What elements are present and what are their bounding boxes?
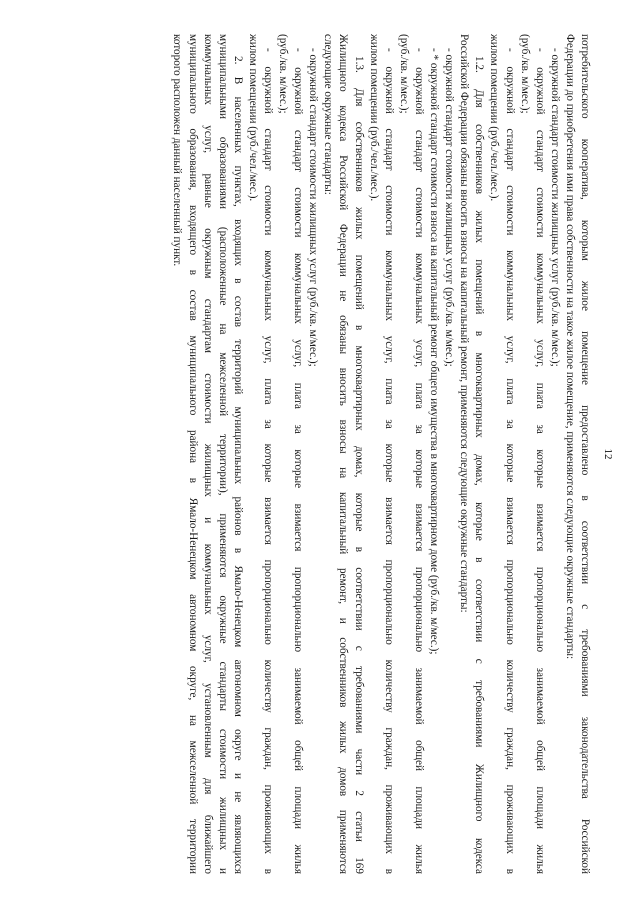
text-line: - окружной стандарт стоимости коммунальных услуг, плата за которые взимается пропорционально количеству граждан, проживающих в	[503, 48, 516, 874]
text-line: - окружной стандарт стоимости коммунальных услуг, плата за которые взимается пропорционально количеству граждан, проживающих в	[262, 48, 275, 874]
text-line: жилом помещении (руб./чел./мес.).	[367, 34, 380, 202]
text-line: - окружной стандарт стоимости коммунальных услуг, плата за которые взимается пропорционально количеству граждан, проживающих в	[382, 48, 395, 874]
text-line: (руб./кв. м/мес.);	[518, 34, 531, 114]
text-line: муниципального образования, входящего в состав муниципального района в Ямало-Ненецком автономном округе, на межселенной территории	[186, 34, 199, 874]
text-line: Российской Федерации обязаны вносить взносы на капитальный ремонт, применяются следующие окружные стандарты:	[458, 34, 471, 613]
text-line: - окружной стандарт стоимости коммунальных услуг, плата за которые взимается пропорционально занимаемой общей площади жилья	[292, 48, 305, 874]
body-text	[169, 34, 592, 874]
text-line: - окружной стандарт стоимости коммунальных услуг, плата за которые взимается пропорционально занимаемой общей площади жилья	[533, 48, 546, 874]
text-line: - * окружной стандарт стоимости взноса на капитальный ремонт общего имущества в многоквартирном доме (руб./кв. м/мес.);	[428, 48, 441, 655]
text-line: 1.3. Для собственников жилых помещений в многоквартирных домах, которые в соответствии с требованиями части 2 статьи 169	[352, 56, 365, 874]
text-line: коммунальных услуг, равные окружным стандартам стоимости жилищных и коммунальных услуг, установленным для ближайшего	[201, 34, 214, 874]
text-line: 1.2. Для собственников жилых помещений в многоквартирных домах, которые в соответствии с требованиями Жилищного кодекса	[473, 56, 486, 874]
text-line: - окружной стандарт стоимости жилищных услуг (руб./кв. м/мес.);	[548, 48, 561, 367]
text-line: 2. В населенных пунктах, входящих в состав территорий муниципальных районов в Ямало-Ненецком автономном округе и не являющихся	[231, 56, 244, 874]
text-line: потребительского кооператива, которым жилое помещение предоставлено в соответствии с требованиями законодательства Российской	[579, 34, 591, 874]
text-line: (руб./кв. м/мес.);	[397, 34, 410, 114]
text-line: - окружной стандарт стоимости коммунальных услуг, плата за которые взимается пропорционально занимаемой общей площади жилья	[412, 48, 425, 874]
text-line: - окружной стандарт стоимости жилищных услуг (руб./кв. м/мес.);	[307, 48, 320, 367]
text-line: Жилищного кодекса Российской Федерации не обязаны вносить взносы на капитальный ремонт, и собственников жилых домов применяются	[337, 34, 350, 874]
text-line: жилом помещении (руб./чел./мес.).	[488, 34, 501, 202]
text-line: следующие окружные стандарты:	[322, 34, 335, 195]
page-number: 12	[602, 448, 614, 460]
text-line: - окружной стандарт стоимости жилищных услуг (руб./кв. м/мес.);	[443, 48, 456, 367]
text-line: которого расположен данный населенный пункт.	[171, 34, 184, 267]
text-line: жилом помещении (руб./чел./мес.).	[246, 34, 259, 202]
text-line: муниципальными образованиями (расположенные на межселенной территории), применяются окружные стандарты стоимости жилищных и	[216, 34, 229, 874]
rotated-text-block	[44, 34, 622, 874]
text-line: (руб./кв. м/мес.);	[277, 34, 290, 114]
text-line: Федерации до приобретения ими права собственности на такое жилое помещение, применяются следующие окружные стандарты:	[563, 34, 576, 660]
